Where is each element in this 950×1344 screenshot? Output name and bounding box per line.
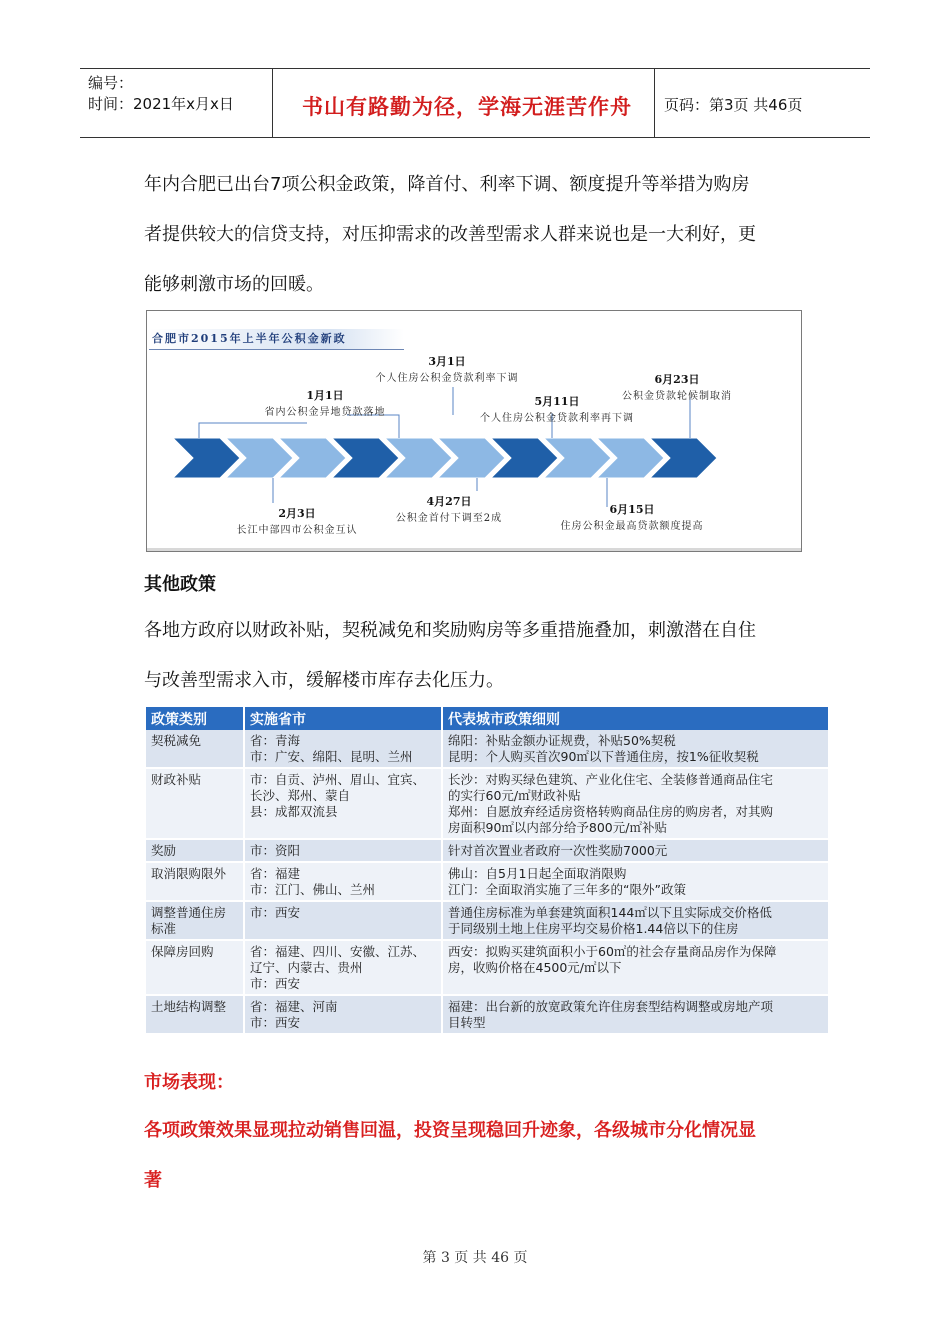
policy-regions-cell bbox=[244, 730, 442, 768]
header-divider bbox=[272, 69, 273, 137]
timeline-connector bbox=[199, 423, 307, 438]
detail-line: 房，收购价格在4500元/㎡以下 bbox=[448, 960, 622, 975]
region-line: 市：江门、佛山、兰州 bbox=[250, 882, 376, 897]
document-time-label: 时间：2021年x月x日 bbox=[88, 95, 234, 113]
event-date: 2月3日 bbox=[278, 507, 316, 520]
event-text: 公积金首付下调至2成 bbox=[395, 513, 503, 524]
paragraph-line: 能够刺激市场的回暖。 bbox=[144, 274, 324, 295]
header-motto: 书山有路勤为径，学海无涯苦作舟 bbox=[302, 94, 632, 119]
region-line: 省：福建 bbox=[250, 866, 301, 881]
detail-line: 西安：拟购买建筑面积小于60㎡的社会存量商品房作为保障 bbox=[448, 944, 777, 959]
table-row bbox=[146, 768, 829, 839]
policy-regions-cell bbox=[244, 901, 442, 940]
policy-table bbox=[146, 707, 830, 1035]
timeline-event bbox=[245, 387, 405, 418]
header-page-info: 页码：第3页 共46页 bbox=[664, 96, 803, 114]
policy-details-cell bbox=[442, 862, 829, 901]
region-line: 省：福建、四川、安徽、江苏、 bbox=[250, 944, 426, 959]
detail-line: 佛山：自5月1日起全面取消限购 bbox=[448, 866, 627, 881]
table-row bbox=[146, 940, 829, 995]
region-line: 市：西安 bbox=[250, 905, 301, 920]
policy-category-cell: 取消限购限外 bbox=[146, 862, 244, 901]
event-date: 4月27日 bbox=[426, 495, 472, 508]
region-line: 县：成都双流县 bbox=[250, 804, 338, 819]
paragraph-line: 者提供较大的信贷支持，对压抑需求的改善型需求人群来说也是一大利好，更 bbox=[144, 224, 756, 245]
detail-line: 江门：全面取消实施了三年多的“限外”政策 bbox=[448, 882, 686, 897]
detail-line: 普通住房标准为单套建筑面积144㎡以下且实际成交价格低 bbox=[448, 905, 772, 920]
detail-line: 房面积90㎡以内部分给予800元/㎡补贴 bbox=[448, 820, 667, 835]
detail-line: 目转型 bbox=[448, 1015, 486, 1030]
policy-details-cell bbox=[442, 995, 829, 1034]
policy-details-cell bbox=[442, 730, 829, 768]
section-heading: 其他政策 bbox=[144, 574, 216, 595]
detail-line: 郑州：自愿放弃经适房资格转购商品住房的购房者，对其购 bbox=[448, 804, 774, 819]
table-row bbox=[146, 730, 829, 768]
document-number-label: 编号： bbox=[88, 74, 134, 92]
table-row bbox=[146, 901, 829, 940]
policy-category-cell: 调整普通住房标准 bbox=[146, 901, 244, 940]
region-line: 辽宁、内蒙古、贵州 bbox=[250, 960, 363, 975]
timeline-event bbox=[532, 501, 732, 532]
policy-category-cell: 土地结构调整 bbox=[146, 995, 244, 1034]
policy-regions-cell bbox=[244, 940, 442, 995]
event-text: 长江中部四市公积金互认 bbox=[236, 525, 358, 536]
market-heading: 市场表现： bbox=[144, 1072, 234, 1093]
table-row bbox=[146, 995, 829, 1034]
detail-line: 于同级别土地上住房平均交易价格1.44倍以下的住房 bbox=[448, 921, 739, 936]
policy-category-cell: 契税减免 bbox=[146, 730, 244, 768]
timeline-title: 合肥市2015年上半年公积金新政 bbox=[149, 329, 404, 350]
other-policy-paragraph bbox=[144, 618, 814, 718]
region-line: 市：西安 bbox=[250, 976, 301, 991]
timeline-event bbox=[332, 353, 562, 384]
region-line: 省：福建、河南 bbox=[250, 999, 338, 1014]
event-text: 公积金贷款轮候制取消 bbox=[622, 391, 732, 402]
detail-line: 的实行60元/㎡财政补贴 bbox=[448, 788, 581, 803]
detail-line: 昆明：个人购买首次90㎡以下普通住房，按1%征收契税 bbox=[448, 749, 759, 764]
region-line: 长沙、郑州、蒙自 bbox=[250, 788, 351, 803]
event-date: 3月1日 bbox=[428, 355, 466, 368]
detail-line: 长沙：对购买绿色建筑、产业化住宅、全装修普通商品住宅 bbox=[448, 772, 774, 787]
policy-category-cell: 奖励 bbox=[146, 839, 244, 862]
timeline-chevron bbox=[173, 438, 240, 478]
detail-line: 绵阳：补贴金额办证规费，补贴50%契税 bbox=[448, 733, 676, 748]
region-line: 市：西安 bbox=[250, 1015, 301, 1030]
policy-regions-cell bbox=[244, 768, 442, 839]
event-date: 6月15日 bbox=[609, 503, 655, 516]
event-date: 5月11日 bbox=[534, 395, 580, 408]
policy-details-cell bbox=[442, 768, 829, 839]
policy-details-cell bbox=[442, 940, 829, 995]
timeline-event bbox=[369, 493, 529, 524]
market-subheading bbox=[144, 1118, 814, 1218]
event-text: 个人住房公积金贷款利率下调 bbox=[375, 373, 519, 384]
page-footer: 第 3 页 共 46 页 bbox=[422, 1250, 528, 1266]
timeline-connector bbox=[347, 415, 399, 438]
event-text: 个人住房公积金贷款利率再下调 bbox=[480, 413, 634, 424]
policy-details-cell bbox=[442, 901, 829, 940]
table-header-cell: 代表城市政策细则 bbox=[442, 707, 829, 730]
timeline-event bbox=[217, 505, 377, 536]
policy-category-cell: 保障房回购 bbox=[146, 940, 244, 995]
region-line: 市：资阳 bbox=[250, 843, 301, 858]
detail-line: 针对首次置业者政府一次性奖励7000元 bbox=[448, 843, 668, 858]
table-row bbox=[146, 862, 829, 901]
paragraph-line: 各地方政府以财政补贴，契税减免和奖励购房等多重措施叠加，刺激潜在自住 bbox=[144, 620, 756, 641]
paragraph-line: 著 bbox=[144, 1170, 162, 1191]
event-date: 6月23日 bbox=[654, 373, 700, 386]
policy-details-cell bbox=[442, 839, 829, 862]
paragraph-line: 与改善型需求入市，缓解楼市库存去化压力。 bbox=[144, 670, 504, 691]
policy-regions-cell bbox=[244, 995, 442, 1034]
policy-regions-cell bbox=[244, 862, 442, 901]
region-line: 市：自贡、泸州、眉山、宜宾、 bbox=[250, 772, 426, 787]
header-meta bbox=[88, 73, 234, 115]
event-text: 省内公积金异地贷款落地 bbox=[264, 407, 386, 418]
timeline-event bbox=[597, 371, 757, 402]
table-header-cell: 政策类别 bbox=[146, 707, 244, 730]
event-text: 住房公积金最高贷款额度提高 bbox=[560, 521, 704, 532]
paragraph-line: 年内合肥已出台7项公积金政策，降首付、利率下调、额度提升等举措为购房 bbox=[144, 174, 750, 195]
region-line: 市：广安、绵阳、昆明、兰州 bbox=[250, 749, 413, 764]
page-header bbox=[80, 68, 870, 138]
intro-paragraph bbox=[144, 172, 814, 322]
table-row bbox=[146, 839, 829, 862]
detail-line: 福建：出台新的放宽政策允许住房套型结构调整或房地产项 bbox=[448, 999, 774, 1014]
table-header-cell: 实施省市 bbox=[244, 707, 442, 730]
table-header-row bbox=[146, 707, 829, 730]
policy-category-cell: 财政补贴 bbox=[146, 768, 244, 839]
policy-regions-cell bbox=[244, 839, 442, 862]
header-divider bbox=[654, 69, 655, 137]
event-date: 1月1日 bbox=[306, 389, 344, 402]
timeline-figure bbox=[146, 310, 802, 552]
paragraph-line: 各项政策效果显现拉动销售回温，投资呈现稳回升迹象，各级城市分化情况显 bbox=[144, 1120, 756, 1141]
region-line: 省：青海 bbox=[250, 733, 301, 748]
